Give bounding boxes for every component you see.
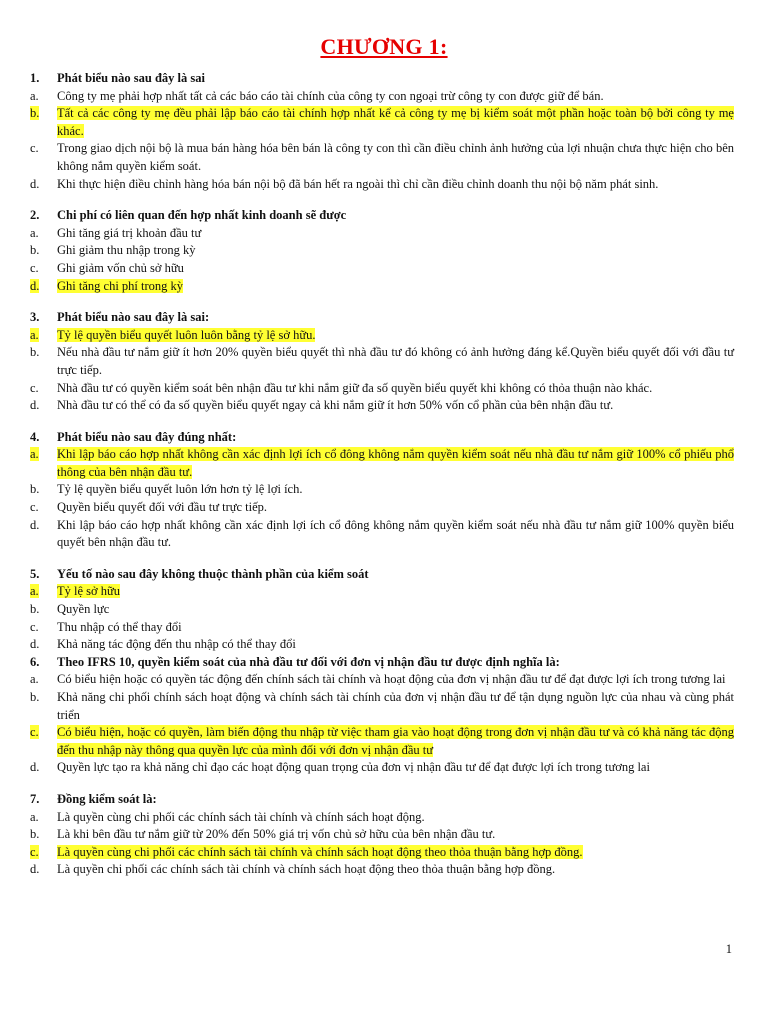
option-d: d. Là quyền chi phối các chính sách tài chính và chính sách hoạt động theo thỏa thuận bằng hợp đồng. [30, 862, 556, 877]
question-text: Theo IFRS 10, quyền kiểm soát của nhà đầu tư đối với đơn vị nhận đầu tư được định nghĩa là: [57, 654, 560, 669]
option-a: a. Công ty mẹ phải hợp nhất tất cả các báo cáo tài chính của công ty con ngoại trừ công ty con được giữ để bán. [30, 88, 604, 103]
question-6 [30, 654, 734, 777]
question-text: Phát biểu nào sau đây là sai: [57, 310, 210, 325]
option-b: b. Là khi bên đầu tư nắm giữ từ 20% đến 50% giá trị vốn chủ sở hữu của bên nhận đầu tư. [30, 827, 496, 842]
option-d: d. Khả năng tác động đến thu nhập có thể thay đổi [30, 637, 296, 652]
option-d: d. Quyền lực tạo ra khả năng chỉ đạo các hoạt động quan trọng của đơn vị nhận đầu tư để đạt được lợi ích trong tương lai [30, 760, 650, 775]
option-d: d. Khi lập báo cáo hợp nhất không cần xác định lợi ích cổ đông không nắm quyền kiểm soát nếu nhà đầu tư nắm giữ 100% quyền biểu quyết bên nhận đầu tư. [30, 517, 734, 550]
question-list [30, 70, 734, 879]
option-a-highlighted: a. Tỷ lệ sở hữu [30, 584, 121, 599]
option-c: c. Nhà đầu tư có quyền kiểm soát bên nhận đầu tư khi nắm giữ đa số quyền biểu quyết khi không có thỏa thuận nào khác. [30, 380, 653, 395]
question-number: 5. [30, 566, 40, 581]
question-number: 6. [30, 654, 40, 669]
question-2 [30, 207, 734, 295]
option-a-highlighted: a. Tỷ lệ quyền biểu quyết luôn luôn bằng tỷ lệ sở hữu. [30, 327, 316, 342]
question-3 [30, 309, 734, 415]
option-d: d. Nhà đầu tư có thể có đa số quyền biểu quyết ngay cả khi nắm giữ ít hơn 50% vốn cổ phần của bên nhận đầu tư. [30, 398, 614, 413]
option-c: c. Thu nhập có thể thay đổi [30, 619, 182, 634]
question-5 [30, 566, 734, 654]
option-b: b. Khả năng chi phối chính sách hoạt động và chính sách tài chính của đơn vị nhận đầu tư để tận dụng nguồn lực của nhau và cùng phát triển [30, 690, 734, 722]
option-a: a. Là quyền cùng chi phối các chính sách tài chính và chính sách hoạt động. [30, 809, 425, 824]
question-4 [30, 429, 734, 552]
question-number: 1. [30, 71, 40, 85]
question-number: 4. [30, 429, 40, 444]
option-c: c. Ghi giảm vốn chủ sở hữu [30, 260, 184, 275]
question-number: 3. [30, 310, 40, 325]
option-c-highlighted: c. Có biểu hiện, hoặc có quyền, làm biến động thu nhập từ việc tham gia vào hoạt động trong đơn vị nhận đầu tư và có khả năng tác động đến thu nhập này thông qua quyền lực của mình đối với đơn vị nhận đầu tư [30, 725, 734, 757]
question-text: Yếu tố nào sau đây không thuộc thành phần của kiểm soát [57, 566, 369, 581]
option-a: a. Ghi tăng giá trị khoản đầu tư [30, 225, 202, 240]
question-7 [30, 791, 734, 879]
option-d-highlighted: d. Ghi tăng chi phí trong kỳ [30, 278, 184, 293]
question-number: 7. [30, 791, 40, 806]
question-1 [30, 70, 734, 193]
question-number: 2. [30, 208, 40, 223]
option-a-highlighted: a. Khi lập báo cáo hợp nhất không cần xác định lợi ích cổ đông không nắm quyền kiểm soát nếu nhà đầu tư nắm giữ 100% cổ phiếu phổ thông của bên nhận đầu tư. [30, 447, 734, 479]
option-c-highlighted: c. Là quyền cùng chi phối các chính sách tài chính và chính sách hoạt động theo thỏa thuận bằng hợp đồng. [30, 844, 583, 859]
option-b-highlighted: b. Tất cả các công ty mẹ đều phải lập báo cáo tài chính hợp nhất kể cả công ty mẹ bị kiểm soát một phần hoặc toàn bộ bởi công ty mẹ khác. [30, 106, 734, 138]
option-b: b. Ghi giảm thu nhập trong kỳ [30, 243, 196, 258]
option-b: b. Tỷ lệ quyền biểu quyết luôn lớn hơn tỷ lệ lợi ích. [30, 482, 303, 497]
option-c: c. Trong giao dịch nội bộ là mua bán hàng hóa bên bán là công ty con thì cần điều chỉnh ảnh hưởng của lợi nhuận chưa thực hiện cho bên không nắm quyền kiểm soát. [30, 141, 734, 173]
option-a: a. Có biểu hiện hoặc có quyền tác động đến chính sách tài chính và hoạt động của đơn vị nhận đầu tư để đạt được lợi ích trong tương lai [30, 672, 726, 687]
option-d: d. Khi thực hiện điều chỉnh hàng hóa bán nội bộ đã bán hết ra ngoài thì chỉ cần điều chỉnh doanh thu nội bộ năm phát sinh. [30, 176, 659, 191]
option-c: c. Quyền biểu quyết đối với đầu tư trực tiếp. [30, 500, 268, 515]
question-text: Đồng kiểm soát là: [57, 791, 157, 806]
option-b: b. Quyền lực [30, 602, 110, 617]
chapter-title: CHƯƠNG 1: [320, 34, 448, 59]
option-b: b. Nếu nhà đầu tư nắm giữ ít hơn 20% quyền biểu quyết thì nhà đầu tư đó không có ảnh hưởng đáng kể.Quyền biểu quyết đối với đầu tư trực tiếp. [30, 345, 734, 377]
question-text: Chi phí có liên quan đến hợp nhất kinh doanh sẽ được [57, 208, 347, 223]
page-number: 1 [725, 942, 732, 956]
question-text: Phát biểu nào sau đây đúng nhất: [57, 429, 237, 444]
question-text: Phát biểu nào sau đây là sai [57, 71, 205, 85]
